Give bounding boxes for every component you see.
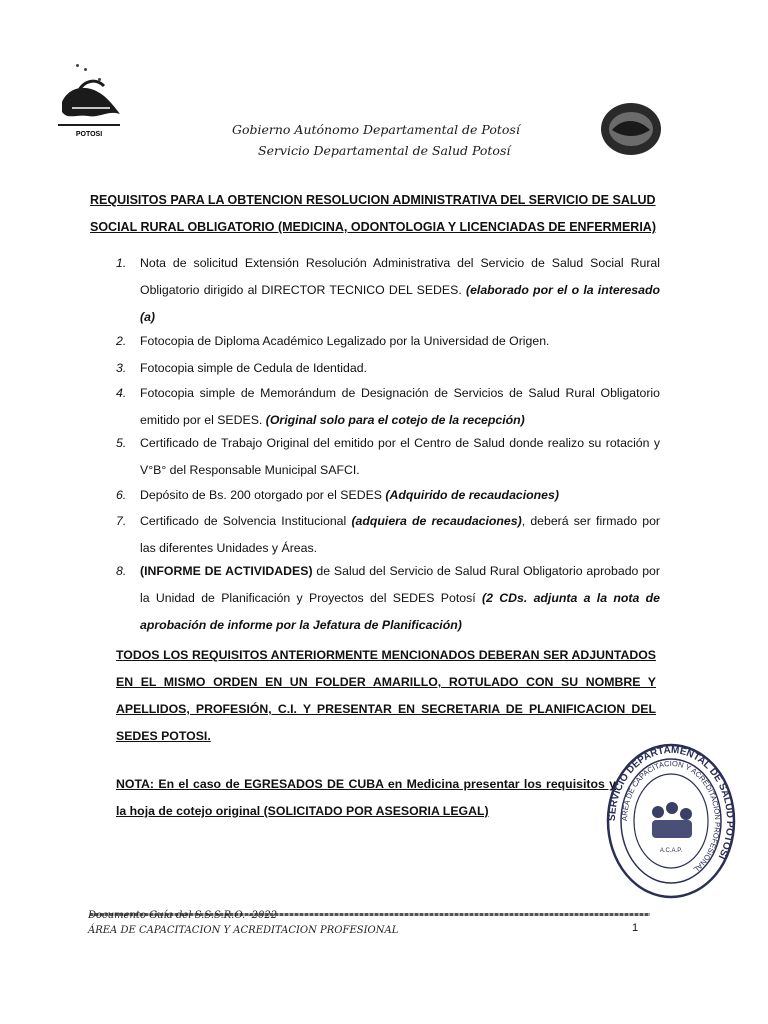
requirement-emphasis: (elaborado por el o la interesado (a) <box>140 283 660 324</box>
requirement-number: 5. <box>116 436 127 450</box>
requirement-item <box>116 328 661 355</box>
scan-speck <box>84 68 87 71</box>
requirement-emphasis: (Adquirido de recaudaciones) <box>385 488 559 502</box>
requirement-number: 1. <box>116 256 127 270</box>
requirement-emphasis: (2 CDs. adjunta a la nota de aprobación de informe por la Jefatura de Planificación) <box>140 591 660 632</box>
requirement-number: 7. <box>116 514 127 528</box>
scan-speck <box>98 78 101 81</box>
requirement-strong: (INFORME DE ACTIVIDADES) <box>140 564 313 578</box>
requirement-number: 8. <box>116 564 127 578</box>
scan-speck <box>76 64 79 67</box>
gov-line-1: Gobierno Autónomo Departamental de Potosí <box>232 122 520 137</box>
requirement-item <box>116 558 661 640</box>
requirement-body-cont: , deberá ser firmado por las diferentes Unidades y Áreas. <box>140 514 660 555</box>
stamp-outer-text: SERVICIO DEPARTAMENTAL DE SALUD POTOSI <box>606 744 736 861</box>
requirement-body: Certificado de Solvencia Institucional <box>140 514 352 528</box>
svg-text:AREA DE CAPACITACION Y ACREDIT <box>620 759 722 874</box>
requirement-emphasis: (Original solo para el cotejo de la recepción) <box>265 413 525 427</box>
requirement-text: Fotocopia simple de Cedula de Identidad. <box>140 361 367 375</box>
gobernacion-logo-icon <box>48 62 130 142</box>
stamp-inner-text: AREA DE CAPACITACION Y ACREDITACION PROFESIONAL <box>619 758 723 875</box>
requirement-body: de Salud del Servicio de Salud Rural Obligatorio aprobado por la Unidad de Planificación y Proyectos del SEDES Potosí <box>140 564 660 605</box>
requirement-text <box>140 250 660 331</box>
footer-line-1: Documento Guía del S.S.S.R.O. -2022 <box>88 910 278 921</box>
requirement-item <box>116 355 661 382</box>
requirement-item <box>116 508 661 562</box>
requirement-body: Nota de solicitud Extensión Resolución Administrativa del Servicio de Salud Social Rural Obligatorio dirigido al DIRECTOR TECNICO DEL SEDES. <box>140 256 660 297</box>
stamp-center-text: A.C.A.P. <box>659 848 683 854</box>
left-logo-caption: POTOSI <box>75 131 103 138</box>
sedes-logo-icon <box>598 100 664 158</box>
instructions-paragraph: TODOS LOS REQUISITOS ANTERIORMENTE MENCIONADOS DEBERAN SER ADJUNTADOS EN EL MISMO ORDEN EN UN FOLDER AMARILLO, ROTULADO CON SU NOMBRE Y APELLIDOS, PROFESIÓN, C.I. Y PRESENTAR EN SECRETARIA DE PLANIFICACION DEL SEDES POTOSI. <box>116 648 656 743</box>
requirement-text: Certificado de Trabajo Original del emitido por el Centro de Salud donde realizo su rotación y V°B° del Responsable Municipal SAFCI. <box>140 436 660 477</box>
footer-line-2: ÁREA DE CAPACITACION Y ACREDITACION PROFESIONAL <box>88 925 399 936</box>
requirement-body: Depósito de Bs. 200 otorgado por el SEDES <box>140 488 386 502</box>
document-title-line-1: REQUISITOS PARA LA OBTENCION RESOLUCION ADMINISTRATIVA DEL SERVICIO DE SALUD <box>90 193 656 207</box>
requirement-text <box>140 508 660 562</box>
page-number: 1 <box>632 922 639 934</box>
requirement-number: 3. <box>116 361 127 375</box>
requirement-item <box>116 380 661 434</box>
requirement-item <box>116 250 661 332</box>
official-stamp-icon <box>606 742 736 900</box>
requirement-body: Fotocopia simple de Memorándum de Designación de Servicios de Salud Rural Obligatorio emitido por el SEDES. <box>140 386 660 427</box>
requirement-item <box>116 430 661 484</box>
gov-line-2: Servicio Departamental de Salud Potosí <box>258 143 511 158</box>
requirement-text <box>140 482 660 509</box>
requirement-emphasis: (adquiera de recaudaciones) <box>351 514 522 528</box>
requirement-text <box>140 380 660 434</box>
requirement-number: 2. <box>116 334 127 348</box>
requirement-number: 6. <box>116 488 127 502</box>
requirement-item <box>116 482 661 509</box>
document-title-line-2: SOCIAL RURAL OBLIGATORIO (MEDICINA, ODONTOLOGIA Y LICENCIADAS DE ENFERMERIA) <box>90 220 656 234</box>
note-paragraph: NOTA: En el caso de EGRESADOS DE CUBA en Medicina presentar los requisitos y la hoja de cotejo original (SOLICITADO POR ASESORIA LEGAL) <box>116 777 616 818</box>
requirement-text <box>140 558 660 639</box>
requirement-number: 4. <box>116 386 127 400</box>
requirement-text: Fotocopia de Diploma Académico Legalizado por la Universidad de Origen. <box>140 334 550 348</box>
